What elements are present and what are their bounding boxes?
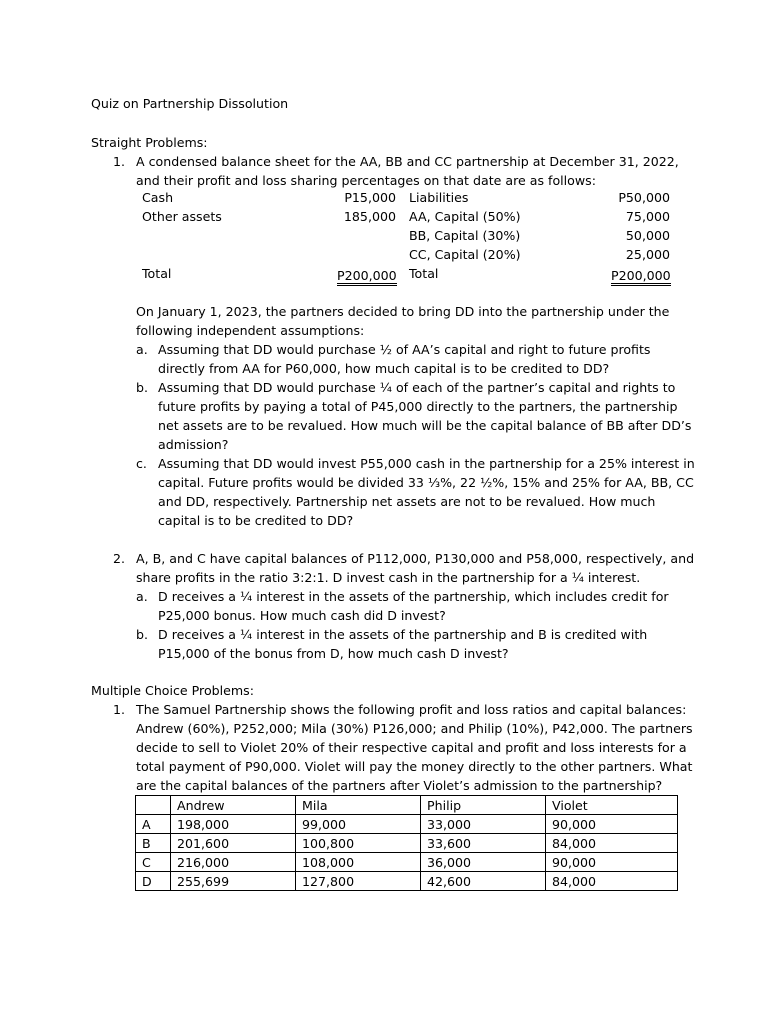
- intro-text-line: On January 1, 2023, the partners decided to bring DD into the partnership under the: [136, 304, 670, 319]
- sub-text-line: P25,000 bonus. How much cash did D invest?: [158, 608, 446, 623]
- table-cell: 255,699: [171, 872, 296, 891]
- intro-text-line: following independent assumptions:: [136, 323, 365, 338]
- table-cell: 33,600: [421, 834, 546, 853]
- left-amount: P15,000: [344, 190, 396, 205]
- sub-text-line: Assuming that DD would purchase ½ of AA’s capital and right to future profits: [158, 342, 651, 357]
- right-amount: 75,000: [625, 209, 670, 224]
- sub-text-line: and DD, respectively. Partnership net assets are not to be revalued. How much: [158, 494, 656, 509]
- table-row: [136, 853, 678, 872]
- right-label: BB, Capital (30%): [409, 228, 521, 243]
- table-cell: 198,000: [171, 815, 296, 834]
- right-amount: 25,000: [625, 247, 670, 262]
- right-label: CC, Capital (20%): [409, 247, 521, 262]
- table-cell: 108,000: [296, 853, 421, 872]
- table-cell: 100,800: [296, 834, 421, 853]
- left-label: Cash: [142, 190, 174, 205]
- multiple-choice-heading: Multiple Choice Problems:: [91, 683, 254, 698]
- sub-text-line: Assuming that DD would invest P55,000 cash in the partnership for a 25% interest in: [158, 456, 695, 471]
- total-label: Total: [142, 266, 172, 281]
- answer-choices-table: [135, 795, 678, 891]
- choice-letter: D: [136, 872, 171, 891]
- right-label: AA, Capital (50%): [409, 209, 521, 224]
- sub-text-line: capital. Future profits would be divided 33 ⅓%, 22 ½%, 15% and 25% for AA, BB, CC: [158, 475, 694, 490]
- straight-problems-heading: Straight Problems:: [91, 135, 208, 150]
- table-cell: 84,000: [546, 834, 678, 853]
- choice-letter: A: [136, 815, 171, 834]
- sub-letter: a.: [136, 589, 148, 604]
- problem-text-line: decide to sell to Violet 20% of their respective capital and profit and loss interests for a: [136, 740, 687, 755]
- table-row: [136, 815, 678, 834]
- sub-text-line: future profits by paying a total of P45,000 directly to the partners, the partnership: [158, 399, 678, 414]
- problem-text-line: Andrew (60%), P252,000; Mila (30%) P126,000; and Philip (10%), P42,000. The partners: [136, 721, 693, 736]
- table-cell: 127,800: [296, 872, 421, 891]
- table-header-cell: Philip: [421, 796, 546, 815]
- left-amount: 185,000: [343, 209, 396, 224]
- total-assets-amount: P200,000: [337, 268, 397, 286]
- sub-text-line: directly from AA for P60,000, how much capital is to be credited to DD?: [158, 361, 610, 376]
- sub-letter: a.: [136, 342, 148, 357]
- table-row: [136, 872, 678, 891]
- problem-number: 2.: [113, 551, 126, 566]
- table-header-cell: [136, 796, 171, 815]
- problem-text-line: share profits in the ratio 3:2:1. D invest cash in the partnership for a ¼ interest.: [136, 570, 641, 585]
- table-cell: 216,000: [171, 853, 296, 872]
- right-amount: P50,000: [618, 190, 670, 205]
- sub-text-line: admission?: [158, 437, 229, 452]
- sub-text-line: P15,000 of the bonus from D, how much cash D invest?: [158, 646, 509, 661]
- problem-number: 1.: [113, 702, 126, 717]
- problem-text-line: total payment of P90,000. Violet will pay the money directly to the other partners. What: [136, 759, 693, 774]
- table-header-row: [136, 796, 678, 815]
- sub-text-line: net assets are to be revalued. How much will be the capital balance of BB after DD’s: [158, 418, 692, 433]
- sub-text-line: D receives a ¼ interest in the assets of the partnership and B is credited with: [158, 627, 648, 642]
- problem-text-line: A condensed balance sheet for the AA, BB and CC partnership at December 31, 2022,: [136, 154, 679, 169]
- table-cell: 90,000: [546, 853, 678, 872]
- table-cell: 201,600: [171, 834, 296, 853]
- sub-text-line: D receives a ¼ interest in the assets of the partnership, which includes credit for: [158, 589, 669, 604]
- sub-letter: b.: [136, 627, 148, 642]
- problem-text-line: The Samuel Partnership shows the following profit and loss ratios and capital balances:: [136, 702, 687, 717]
- table-cell: 90,000: [546, 815, 678, 834]
- table-cell: 42,600: [421, 872, 546, 891]
- table-header-cell: Mila: [296, 796, 421, 815]
- table-cell: 99,000: [296, 815, 421, 834]
- table-header-cell: Andrew: [171, 796, 296, 815]
- left-label: Other assets: [142, 209, 222, 224]
- sub-text-line: capital is to be credited to DD?: [158, 513, 354, 528]
- sub-letter: b.: [136, 380, 148, 395]
- right-label: Liabilities: [409, 190, 469, 205]
- problem-text-line: A, B, and C have capital balances of P112,000, P130,000 and P58,000, respectively, and: [136, 551, 695, 566]
- choice-letter: C: [136, 853, 171, 872]
- table-row: [136, 834, 678, 853]
- table-header-cell: Violet: [546, 796, 678, 815]
- problem-number: 1.: [113, 154, 126, 169]
- sub-text-line: Assuming that DD would purchase ¼ of each of the partner’s capital and rights to: [158, 380, 676, 395]
- table-cell: 36,000: [421, 853, 546, 872]
- problem-text-line: are the capital balances of the partners after Violet’s admission to the partnership?: [136, 778, 663, 793]
- sub-letter: c.: [136, 456, 147, 471]
- choice-letter: B: [136, 834, 171, 853]
- problem-text-line: and their profit and loss sharing percentages on that date are as follows:: [136, 173, 596, 188]
- table-cell: 84,000: [546, 872, 678, 891]
- right-amount: 50,000: [625, 228, 670, 243]
- total-equities-amount: P200,000: [611, 268, 671, 286]
- total-label: Total: [409, 266, 439, 281]
- table-cell: 33,000: [421, 815, 546, 834]
- quiz-title: Quiz on Partnership Dissolution: [91, 96, 289, 111]
